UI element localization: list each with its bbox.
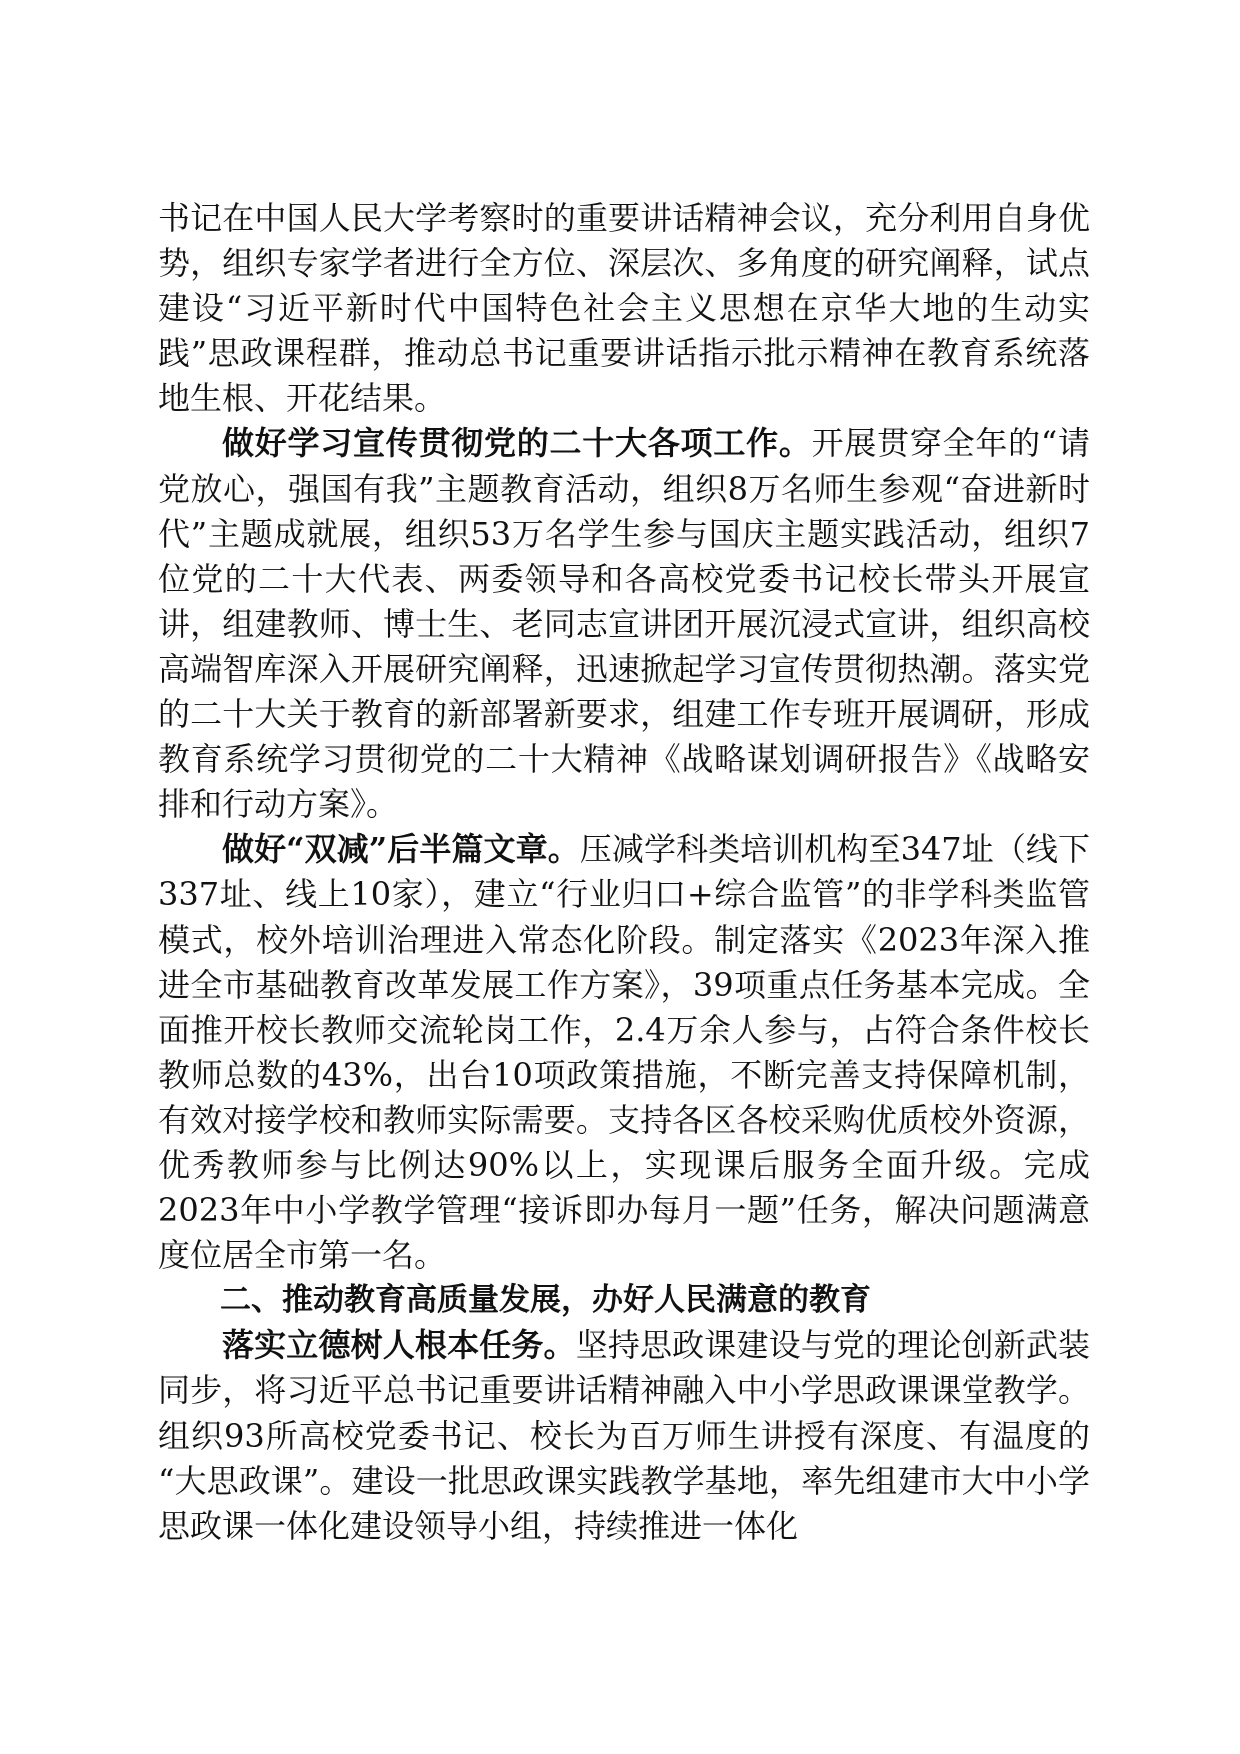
paragraph-text: 开展贯穿全年的“请党放心，强国有我”主题教育活动，组织8万名师生参观“奋进新时代”主题成就展，组织53万名学生参与国庆主题实践活动，组织7位党的二十大代表、两委领导和各高校党委书记校长带头开展宣讲，组建教师、博士生、老同志宣讲团开展沉浸式宣讲，组织高校高端智库深入开展研究阐释，迅速掀起学习宣传贯彻热潮。落实党的二十大关于教育的新部署新要求，组建工作专班开展调研，形成教育系统学习贯彻党的二十大精神《战略谋划调研报告》《战略安排和行动方案》。 [158, 424, 1090, 824]
paragraph-moral-education [158, 1323, 1090, 1548]
paragraph-continuation [158, 196, 1090, 421]
paragraph-text: 坚持思政课建设与党的理论创新武装同步，将习近平总书记重要讲话精神融入中小学思政课课堂教学。组织93所高校党委书记、校长为百万师生讲授有深度、有温度的 “大思政课”。建设一批思政课实践教学基地，率先组建市大中小学思政课一体化建设领导小组，持续推进一体化 [158, 1326, 1090, 1545]
paragraph-text: 书记在中国人民大学考察时的重要讲话精神会议，充分利用自身优势，组织专家学者进行全方位、深层次、多角度的研究阐释，试点建设“习近平新时代中国特色社会主义思想在京华大地的生动实践”思政课程群，推动总书记重要讲话指示批示精神在教育系统落地生根、开花结果。 [158, 199, 1090, 418]
paragraph-lead: 做好学习宣传贯彻党的二十大各项工作。 [222, 424, 812, 463]
paragraph-lead: 落实立德树人根本任务。 [222, 1326, 576, 1365]
document-page [158, 196, 1090, 1549]
paragraph-lead: 做好“双减”后半篇文章。 [222, 830, 580, 869]
paragraph-party-congress [158, 421, 1090, 827]
paragraph-text: 压减学科类培训机构至347址（线下337址、线上10家），建立“行业归口+综合监管”的非学科类监管模式，校外培训治理进入常态化阶段。制定落实《2023年深入推进全市基础教育改革发展工作方案》，39项重点任务基本完成。全面推开校长教师交流轮岗工作，2.4万余人参与，占符合条件校长教师总数的43%，出台10项政策措施，不断完善支持保障机制，有效对接学校和教师实际需要。支持各区各校采购优质校外资源，优秀教师参与比例达90%以上，实现课后服务全面升级。完成2023年中小学教学管理“接诉即办每月一题”任务，解决问题满意度位居全市第一名。 [158, 830, 1090, 1275]
section-heading: 二、推动教育高质量发展，办好人民满意的教育 [220, 1282, 871, 1319]
paragraph-double-reduction [158, 827, 1090, 1278]
